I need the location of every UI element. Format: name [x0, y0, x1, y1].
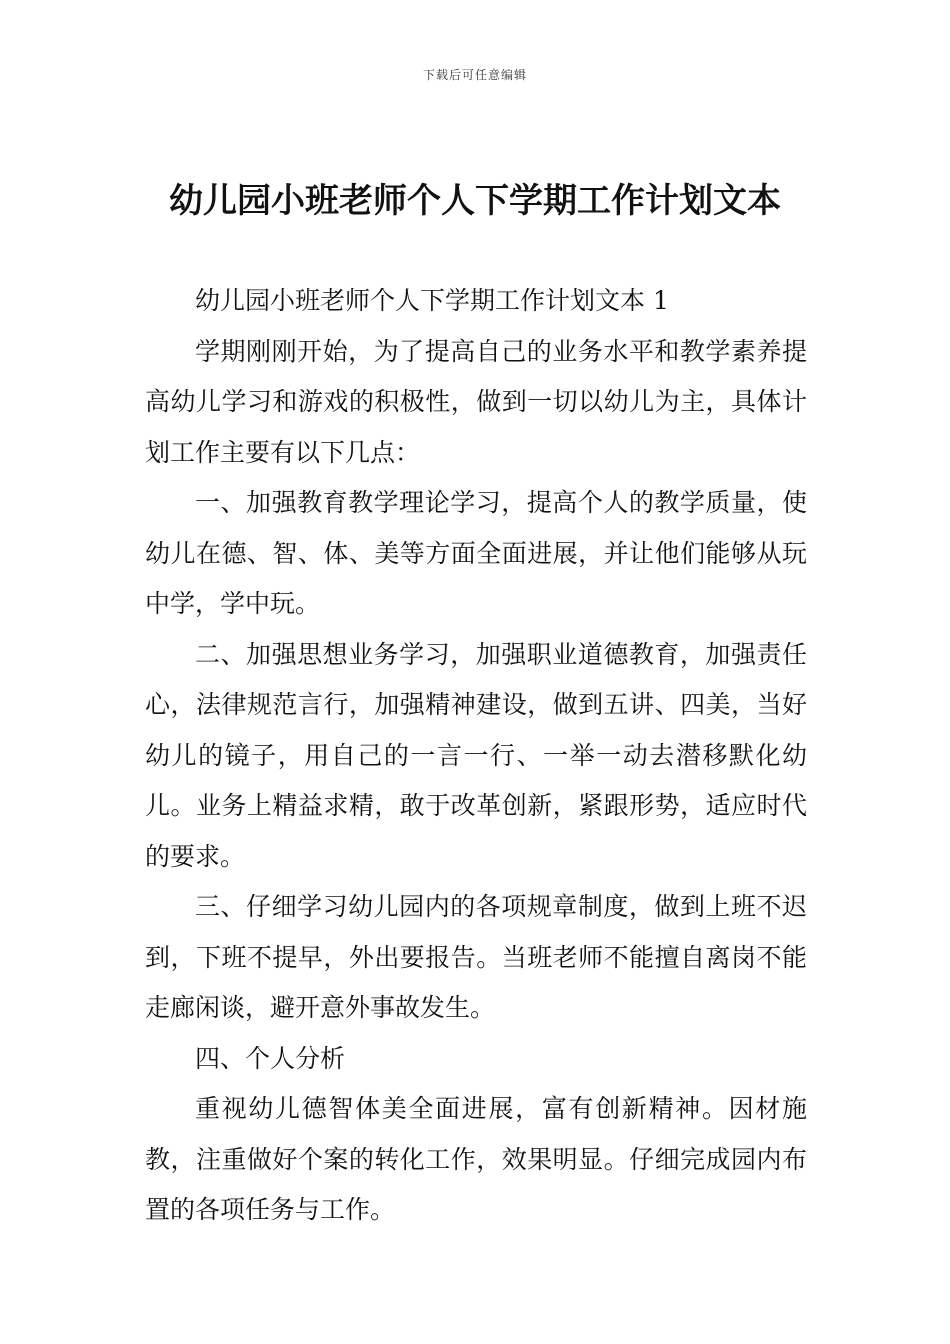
paragraph-item-3: 三、仔细学习幼儿园内的各项规章制度，做到上班不迟到，下班不提早，外出要报告。当班老师不能擅自离岗不能走廊闲谈，避开意外事故发生。 [145, 892, 807, 1022]
document-title: 幼儿园小班老师个人下学期工作计划文本 [169, 181, 781, 221]
header-note: 下载后可任意编辑 [422, 68, 527, 82]
paragraph-analysis: 重视幼儿德智体美全面进展，富有创新精神。因材施教，注重做好个案的转化工作，效果明显。仔细完成园内布置的各项任务与工作。 [145, 1094, 807, 1224]
paragraph-item-2: 二、加强思想业务学习，加强职业道德教育，加强责任心，法律规范言行，加强精神建设，做到五讲、四美，当好幼儿的镜子，用自己的一言一行、一举一动去潜移默化幼儿。业务上精益求精，敢于改革创新，紧跟形势，适应时代的要求。 [145, 639, 807, 871]
paragraph-subtitle: 幼儿园小班老师个人下学期工作计划文本 1 [195, 286, 669, 315]
paragraph-item-4-heading: 四、个人分析 [195, 1043, 346, 1073]
paragraph-intro: 学期刚刚开始，为了提高自己的业务水平和教学素养提高幼儿学习和游戏的积极性，做到一切以幼儿为主，具体计划工作主要有以下几点： [145, 336, 807, 467]
document-body [145, 276, 807, 1236]
paragraph-item-1: 一、加强教育教学理论学习，提高个人的教学质量，使幼儿在德、智、体、美等方面全面进展，并让他们能够从玩中学，学中玩。 [145, 488, 807, 618]
